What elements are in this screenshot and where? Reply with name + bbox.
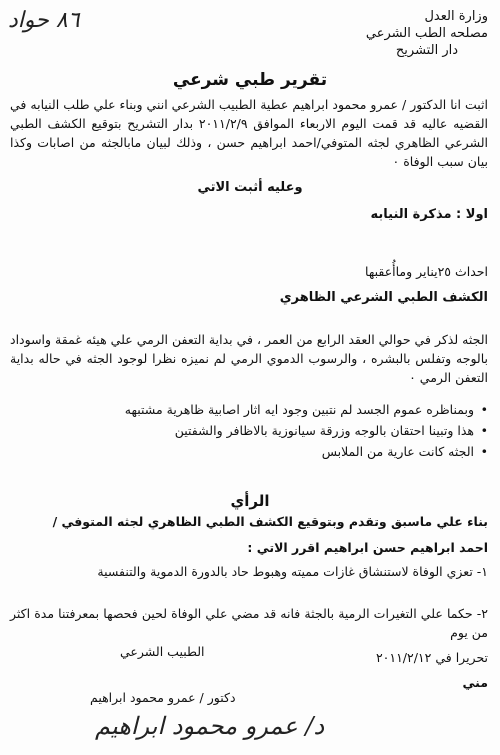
doctor-name: دكتور / عمرو محمود ابراهيم xyxy=(90,690,236,705)
section1-text: احداث ٢٥يناير وماأُعقبها xyxy=(365,264,488,279)
bullet-item: • الجثه كانت عارية من الملابس xyxy=(10,442,488,461)
handwritten-corner-note: ٨٦ حواد xyxy=(8,8,80,33)
section1-heading: اولا : مذكرة النيابه xyxy=(370,207,488,222)
section2-bullets xyxy=(10,400,488,461)
report-title: تقرير طبي شرعي xyxy=(172,70,328,90)
authority-name: مصلحه الطب الشرعي xyxy=(365,26,488,41)
opinion-item-2: ٢- حكما علي التغيرات الرمية بالجثة فانه قد مضي علي الوفاة لحين فحصها بمعرفتنا مدة اكثر من يوم xyxy=(10,606,488,640)
footer-from-me: مني xyxy=(462,675,488,690)
whereupon-line: وعليه أثبت الاتي xyxy=(197,180,303,195)
doctor-signature: د/ عمرو محمود ابراهيم xyxy=(95,712,325,740)
department-name: دار التشريح xyxy=(395,43,458,58)
bullet-item: • وبمناظره عموم الجسد لم نتبين وجود ايه اثار اصابية ظاهرية مشتبهه xyxy=(10,400,488,419)
opinion-line1: بناء علي ماسبق وتقدم وبتوقيع الكشف الطبي الظاهري لجثه المتوفي / xyxy=(52,514,488,529)
opinion-line2: احمد ابراهيم حسن ابراهيم اقرر الاتي : xyxy=(247,540,488,555)
intro-paragraph: اثبت انا الدكتور / عمرو محمود ابراهيم عطية الطبيب الشرعي انني وبناء علي طلب النيابه في القضيه عاليه قد قمت اليوم الاربعاء الموافق ٢٠١١/٢/٩ بدار التشريح بتوقيع الكشف الطبي الشرعي الظاهري لجثه المتوفي/احمد ابراهيم حسن ، وذلك لبيان مابالجثه من اصابات وكذا بيان سبب الوفاة ٠ xyxy=(10,97,488,169)
ministry-header xyxy=(366,8,488,59)
opinion-item-1: ١- تعزي الوفاة لاستنشاق غازات مميته وهبوط حاد بالدورة الدموية والتنفسية xyxy=(97,564,488,579)
footer-role: الطبيب الشرعي xyxy=(120,644,205,659)
section2-heading: الكشف الطبي الشرعي الظاهري xyxy=(279,290,488,305)
ministry-name: وزارة العدل xyxy=(424,9,488,24)
bullet-item: • هذا وتبينا احتقان بالوجه وزرقة سيانوزية بالاظافر والشفتين xyxy=(10,421,488,440)
section2-paragraph: الجثه لذكر في حوالي العقد الرابع من العمر ، في بداية التعفن الرمي علي هيئه غمقة واسوداد بالوجه وتفلس بالبشره ، والرسوب الدموي الرمي لم نميزه نظرا لوجود الجثه في حاله بداية التعفن الرمي ٠ xyxy=(10,332,488,385)
opinion-heading: الرأي xyxy=(230,492,270,510)
footer-date: تحريرا في ٢٠١١/٢/١٢ xyxy=(375,650,488,665)
